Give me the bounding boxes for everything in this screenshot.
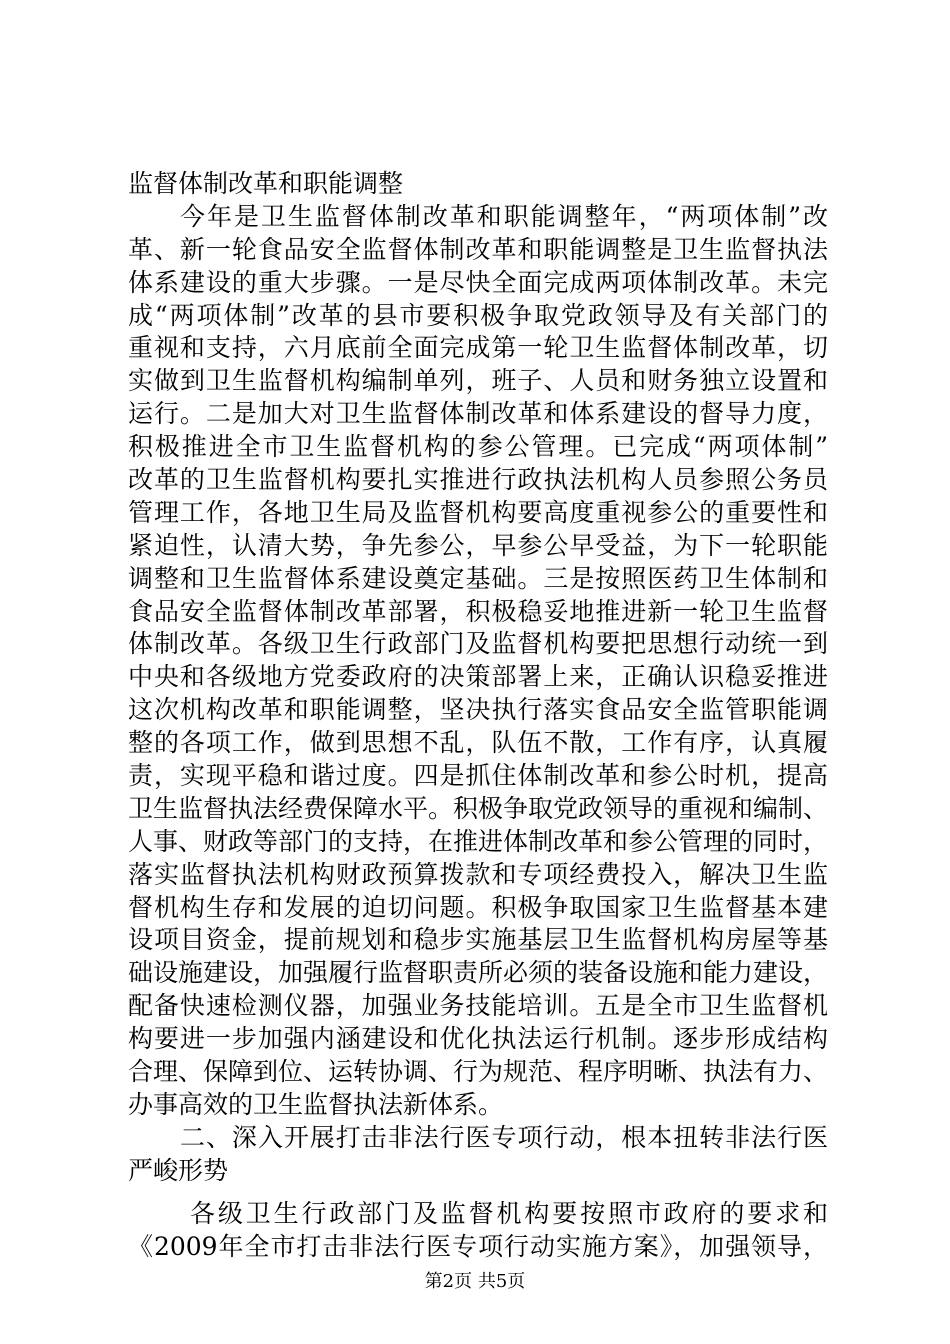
paragraph-line: 改革的卫生监督机构要扎实推进行政执法机构人员参照公务员 [128,465,828,495]
paragraph-line: 调整和卫生监督体系建设奠定基础。三是按照医药卫生体制和 [128,563,828,593]
paragraph-line: 食品安全监督体制改革部署，积极稳妥地推进新一轮卫生监督 [128,596,828,626]
paragraph-line: 配备快速检测仪器，加强业务技能培训。五是全市卫生监督机 [128,991,828,1021]
paragraph-line: 这次机构改革和职能调整，坚决执行落实食品安全监管职能调 [128,695,828,725]
paragraph-line: 合理、保障到位、运转协调、行为规范、程序明晰、执法有力、 [128,1057,828,1087]
paragraph-line: 落实监督执法机构财政预算拨款和专项经费投入，解决卫生监 [128,859,828,889]
paragraph-1 [128,201,828,1122]
paragraph-line: 成“两项体制”改革的县市要积极争取党政领导及有关部门的 [128,300,828,330]
section-heading: 监督体制改革和职能调整 [128,169,404,198]
paragraph-line: 积极推进全市卫生监督机构的参公管理。已完成“两项体制” [128,432,828,462]
paragraph-line: 体系建设的重大步骤。一是尽快全面完成两项体制改革。未完 [128,267,828,297]
page-number-footer: 第2页 共5页 [424,1271,526,1292]
paragraph-line: 中央和各级地方党委政府的决策部署上来，正确认识稳妥推进 [128,662,828,692]
paragraph-line: 督机构生存和发展的迫切问题。积极争取国家卫生监督基本建 [128,892,828,922]
paragraph-line: 设项目资金，提前规划和稳步实施基层卫生监督机构房屋等基 [128,925,828,955]
paragraph-line: 《2009年全市打击非法行医专项行动实施方案》，加强领导， [128,1231,828,1261]
document-body [128,168,828,1263]
paragraph-line: 各级卫生行政部门及监督机构要按照市政府的要求和 [190,1198,828,1228]
paragraph-line: 体制改革。各级卫生行政部门及监督机构要把思想行动统一到 [128,629,828,659]
paragraph-line: 重视和支持，六月底前全面完成第一轮卫生监督体制改革，切 [128,333,828,363]
paragraph-line: 人事、财政等部门的支持，在推进体制改革和参公管理的同时， [128,826,828,856]
paragraph-2 [128,1198,828,1264]
paragraph-line: 紧迫性，认清大势，争先参公，早参公早受益，为下一轮职能 [128,530,828,560]
heading-line: 严峻形势 [128,1155,229,1185]
paragraph-line: 管理工作，各地卫生局及监督机构要高度重视参公的重要性和 [128,497,828,527]
paragraph-line: 办事高效的卫生监督执法新体系。 [128,1089,504,1119]
paragraph-line: 构要进一步加强内涵建设和优化执法运行机制。逐步形成结构 [128,1024,828,1054]
paragraph-line: 今年是卫生监督体制改革和职能调整年，“两项体制”改 [180,201,828,231]
heading-line: 二、深入开展打击非法行医专项行动，根本扭转非法行医 [180,1122,828,1152]
paragraph-line: 责，实现平稳和谐过度。四是抓住体制改革和参公时机，提高 [128,761,828,791]
paragraph-line: 运行。二是加大对卫生监督体制改革和体系建设的督导力度， [128,399,828,429]
paragraph-line: 实做到卫生监督机构编制单列，班子、人员和财务独立设置和 [128,366,828,396]
paragraph-line: 卫生监督执法经费保障水平。积极争取党政领导的重视和编制、 [128,793,828,823]
paragraph-line: 础设施建设，加强履行监督职责所必须的装备设施和能力建设， [128,958,828,988]
paragraph-line: 革、新一轮食品安全监督体制改革和职能调整是卫生监督执法 [128,234,828,264]
paragraph-line: 整的各项工作，做到思想不乱，队伍不散，工作有序，认真履 [128,728,828,758]
section-2-heading [128,1122,828,1188]
